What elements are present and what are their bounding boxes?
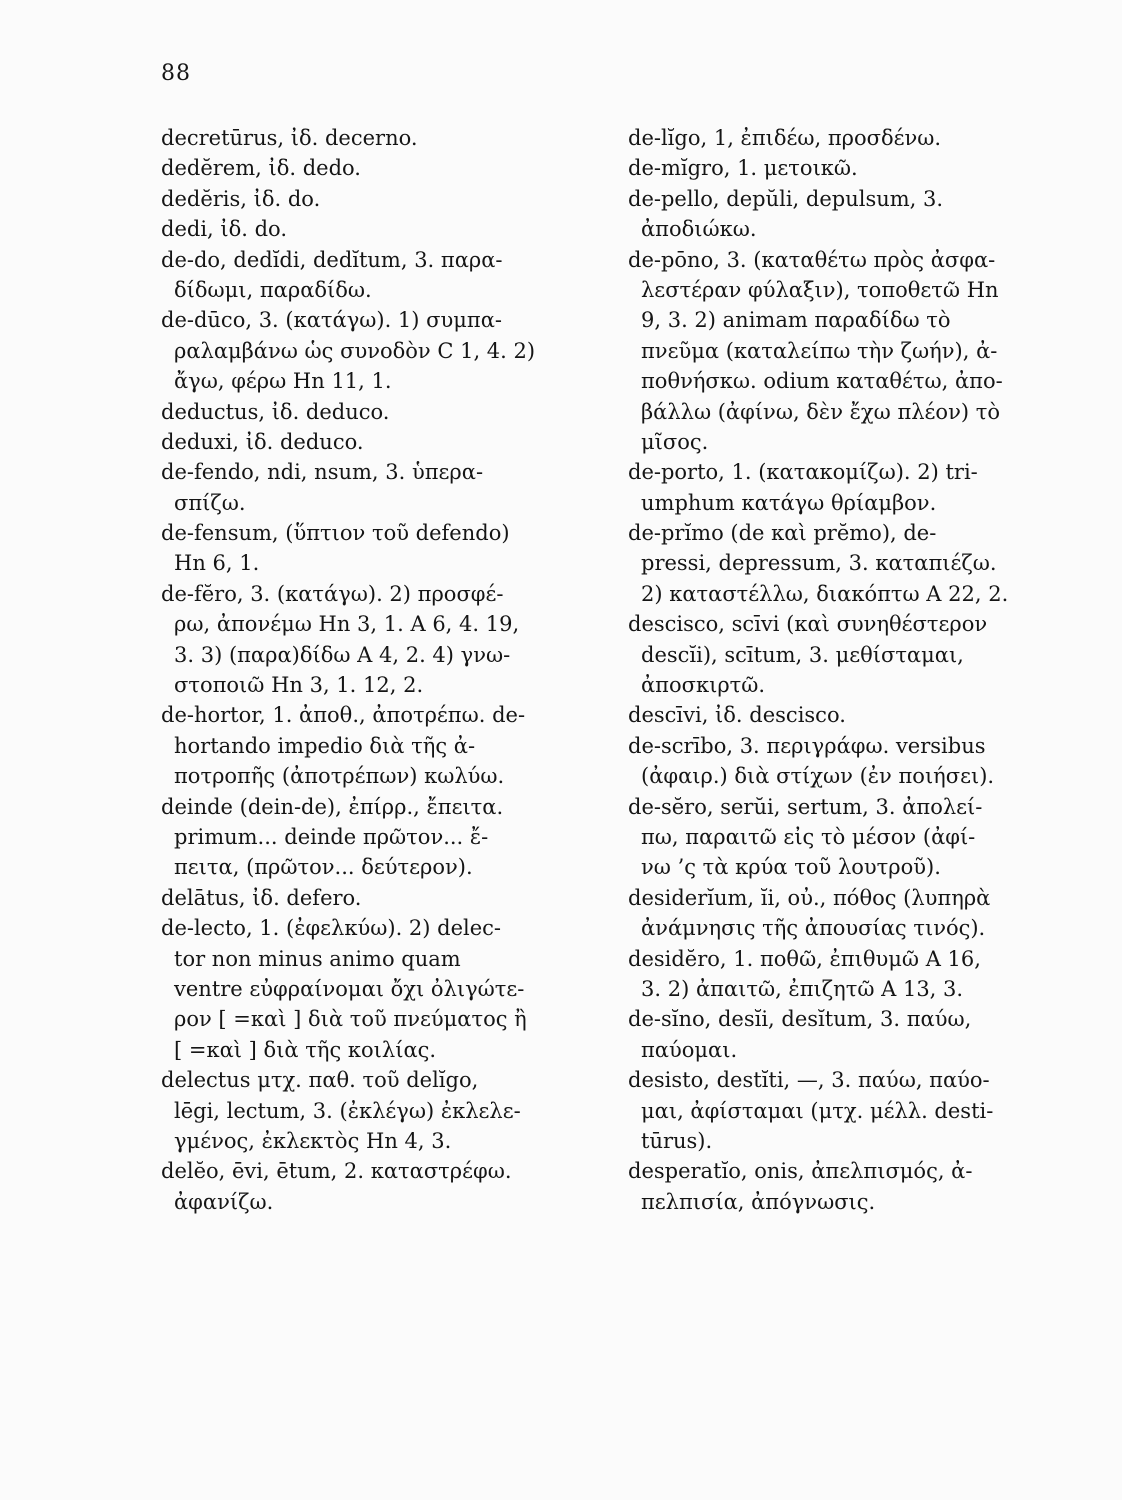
- entry-line: delātus, ἰδ. defero.: [161, 885, 362, 910]
- entry-line: de-lecto, 1. (ἐφελκύω). 2) delec-: [161, 916, 502, 941]
- entry-line: (ἀφαιρ.) διὰ στίχων (ἐν ποιήσει).: [641, 764, 995, 789]
- entry-line: μῖσος.: [641, 429, 709, 454]
- entry-line: de-fensum, (ὕπτιον τοῦ defendo): [161, 521, 510, 546]
- entry-line: πνεῦμα (καταλείπω τὴν ζωήν), ἀ-: [641, 338, 998, 363]
- entry-line: tor non minus animo quam: [174, 946, 461, 971]
- entry-line: 9, 3. 2) animam παραδίδω τὸ: [641, 308, 951, 333]
- entry-line: [ =καὶ ] διὰ τῆς κοιλίας.: [174, 1037, 437, 1062]
- entry-line: ἀποδιώκω.: [641, 217, 757, 242]
- entry-line: desisto, destĭti, —, 3. παύω, παύο-: [628, 1068, 990, 1093]
- entry-line: pressi, depressum, 3. καταπιέζω.: [641, 551, 997, 576]
- entry-line: παύομαι.: [641, 1037, 738, 1062]
- entry-line: γμένος, ἐκλεκτὸς Hn 4, 3.: [174, 1128, 452, 1153]
- entry-line: de-pōno, 3. (καταθέτω πρὸς ἀσφα-: [628, 247, 996, 272]
- entry-line: de-fendo, ndi, nsum, 3. ὑπερα-: [161, 460, 484, 485]
- left-column: [161, 123, 589, 1217]
- entry-line: πελπισία, ἀπόγνωσις.: [641, 1189, 876, 1214]
- entry-line: deductus, ἰδ. deduco.: [161, 399, 390, 424]
- entry-line: dedĕris, ἰδ. do.: [161, 186, 321, 211]
- entry-line: desidĕro, 1. ποθῶ, ἐπιθυμῶ A 16,: [628, 946, 981, 971]
- entry-line: ρον [ =καὶ ] διὰ τοῦ πνεύματος ἢ: [174, 1007, 527, 1032]
- entry-line: hortando impedio διὰ τῆς ἀ-: [174, 733, 476, 758]
- entry-line: σπίζω.: [174, 490, 246, 515]
- entry-line: umphum κατάγω θρίαμβον.: [641, 490, 937, 515]
- entry-line: ἄγω, φέρω Hn 11, 1.: [174, 369, 392, 394]
- entry-line: Hn 6, 1.: [174, 551, 260, 576]
- entry-line: ἀφανίζω.: [174, 1189, 274, 1214]
- entry-line: de-scrībo, 3. περιγράφω. versibus: [628, 733, 986, 758]
- entry-line: de-lĭgo, 1, ἐπιδέω, προσδένω.: [628, 126, 942, 150]
- entry-line: πειτα, (πρῶτον... δεύτερον).: [174, 855, 473, 880]
- entry-line: λεστέραν φύλαξιν), τοποθετῶ Hn: [641, 277, 999, 302]
- entry-line: de-porto, 1. (κατακομίζω). 2) tri-: [628, 460, 978, 485]
- entry-line: ventre εὐφραίνομαι ὄχι ὀλιγώτε-: [174, 976, 525, 1001]
- entry-line: de-pello, depŭli, depulsum, 3.: [628, 186, 944, 211]
- entry-line: desperatĭo, onis, ἀπελπισμός, ἀ-: [628, 1159, 973, 1184]
- entry-line: ποθνήσκω. odium καταθέτω, ἀπο-: [641, 369, 1003, 394]
- entry-line: tūrus).: [641, 1128, 713, 1153]
- entry-line: dedĕrem, ἰδ. dedo.: [161, 156, 361, 181]
- entry-line: 3. 2) ἀπαιτῶ, ἐπιζητῶ A 13, 3.: [641, 976, 964, 1001]
- entry-line: μαι, ἀφίσταμαι (μτχ. μέλλ. desti-: [641, 1098, 994, 1123]
- entry-line: ἀνάμνησις τῆς ἀπουσίας τινός).: [641, 916, 986, 941]
- entry-line: de-prĭmo (de καὶ prĕmo), de-: [628, 521, 937, 546]
- entry-line: de-dūco, 3. (κατάγω). 1) συμπα-: [161, 308, 502, 333]
- entry-line: βάλλω (ἀφίνω, δὲν ἔχω πλέον) τὸ: [641, 399, 1000, 424]
- entry-line: de-mĭgro, 1. μετοικῶ.: [628, 156, 858, 181]
- entry-line: 2) καταστέλλω, διακόπτω A 22, 2.: [641, 581, 1009, 606]
- page-number: 88: [161, 61, 191, 86]
- entry-line: dedi, ἰδ. do.: [161, 217, 287, 242]
- entry-line: descisco, scīvi (καὶ συνηθέστερον: [628, 612, 988, 637]
- entry-line: delĕo, ēvi, ētum, 2. καταστρέφω.: [161, 1159, 512, 1184]
- entry-line: δίδωμι, παραδίδω.: [174, 277, 372, 302]
- entry-line: descīvi, ἰδ. descisco.: [628, 703, 846, 728]
- right-column: [628, 123, 1088, 1217]
- entry-line: de-sĭno, desĭi, desĭtum, 3. παύω,: [628, 1007, 972, 1032]
- entry-line: lēgi, lectum, 3. (ἐκλέγω) ἐκλελε-: [174, 1098, 521, 1123]
- entry-line: delectus μτχ. παθ. τοῦ delĭgo,: [161, 1068, 479, 1093]
- entry-line: de-hortor, 1. ἀποθ., ἀποτρέπω. de-: [161, 703, 526, 728]
- entry-line: de-fĕro, 3. (κατάγω). 2) προσφέ-: [161, 581, 504, 606]
- entry-line: πω, παραιτῶ εἰς τὸ μέσον (ἀφί-: [641, 824, 976, 849]
- entry-line: ρω, ἀπονέμω Hn 3, 1. A 6, 4. 19,: [174, 612, 520, 637]
- entry-line: ἀποσκιρτῶ.: [641, 673, 766, 698]
- entry-line: decretūrus, ἰδ. decerno.: [161, 126, 418, 150]
- entry-line: descĭi), scītum, 3. μεθίσταμαι,: [641, 642, 964, 667]
- entry-line: desiderĭum, ĭi, οὐ., πόθος (λυπηρὰ: [628, 885, 991, 910]
- entry-line: de-do, dedĭdi, dedĭtum, 3. παρα-: [161, 247, 503, 272]
- entry-line: primum... deinde πρῶτον... ἔ-: [174, 824, 489, 849]
- entry-line: ποτροπῆς (ἀποτρέπων) κωλύω.: [174, 764, 505, 789]
- entry-line: νω ’ς τὰ κρύα τοῦ λουτροῦ).: [641, 855, 941, 880]
- entry-line: 3. 3) (παρα)δίδω A 4, 2. 4) γνω-: [174, 642, 511, 667]
- entry-line: de-sĕro, serŭi, sertum, 3. ἀπολεί-: [628, 794, 983, 819]
- entry-line: ραλαμβάνω ὡς συνοδὸν C 1, 4. 2): [174, 338, 536, 363]
- entry-line: deinde (dein-de), ἐπίρρ., ἔπειτα.: [161, 794, 504, 819]
- entry-line: deduxi, ἰδ. deduco.: [161, 429, 364, 454]
- entry-line: στοποιῶ Hn 3, 1. 12, 2.: [174, 673, 424, 698]
